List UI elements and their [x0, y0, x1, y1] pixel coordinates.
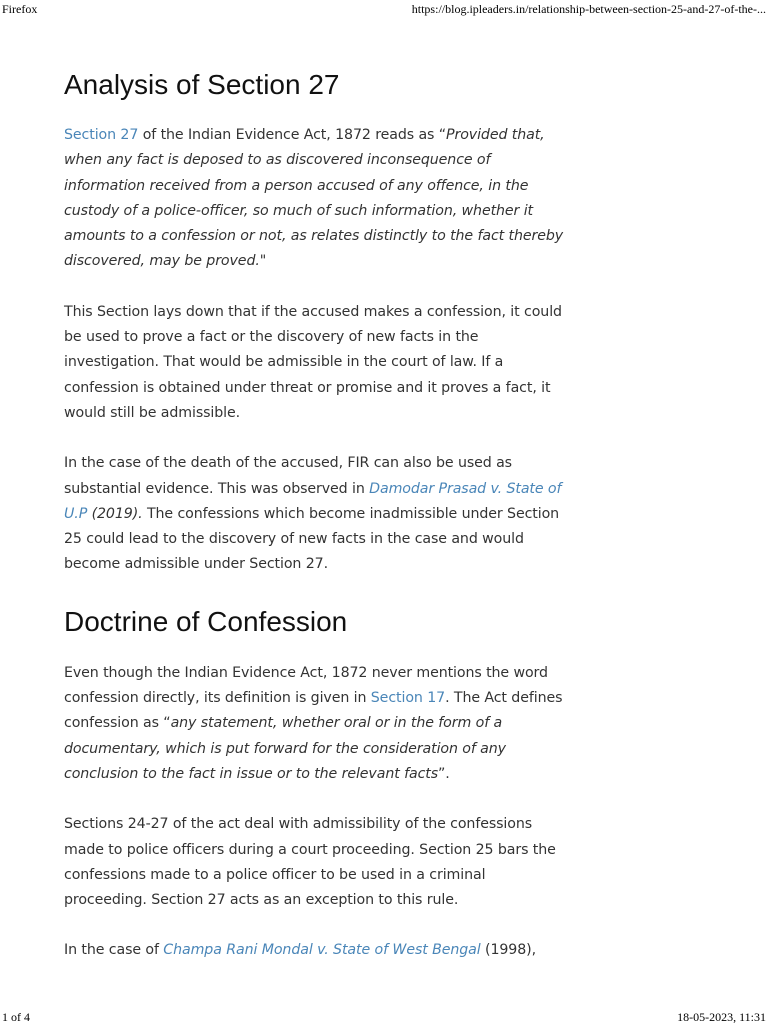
quote-confession-definition: any statement, whether oral or in the form of a documentary, which is put forward for the consideration of any conclusion to the fact in issue or to the relevant facts	[64, 715, 506, 782]
article-body	[64, 68, 564, 989]
link-champa-rani-mondal-case[interactable]: Champa Rani Mondal v. State of West Bengal	[163, 942, 481, 959]
link-section-17[interactable]: Section 17	[370, 690, 446, 707]
text-fragment: Even though the Indian Evidence Act, 1872 never mentions the word confession directly, its definition is given in	[64, 664, 548, 707]
paragraph-confession-explanation: This Section lays down that if the accused makes a confession, it could be used to prove a fact or the discovery of new facts in the investigation. That would be admissible in the court of law. If a confession is obtained under threat or promise and it proves a fact, it would still be admissible.	[64, 303, 562, 421]
text-fragment: The confessions which become inadmissible under Section 25 could lead to the discovery of new facts in the case and would become admissible under Section 27.	[64, 505, 560, 573]
heading-doctrine-of-confession: Doctrine of Confession	[64, 605, 348, 637]
case-year: (2019).	[87, 505, 143, 522]
paragraph-fir-evidence	[64, 451, 564, 577]
paragraph-section-27-text	[64, 123, 564, 275]
text-fragment: . The Act defines confession as “	[64, 690, 563, 732]
text-fragment: of the Indian Evidence Act, 1872 reads as “	[138, 127, 447, 143]
print-footer	[0, 1008, 768, 1024]
browser-name: Firefox	[2, 2, 38, 16]
text-fragment: (1998),	[480, 942, 537, 959]
page-counter: 1 of 4	[2, 1010, 30, 1024]
link-section-27[interactable]: Section 27	[64, 127, 139, 143]
text-fragment: In the case of the death of the accused, FIR can also be used as substantial evidence. This was observed in	[64, 455, 512, 497]
quote-section-27: Provided that, when any fact is deposed to as discovered inconsequence of information received from a person accused of any offence, in the custody of a police-officer, so much of such information, whether it amounts to a confession or not, as relates distinctly to the fact thereby discovered, may be proved."	[64, 127, 564, 270]
link-damodar-prasad-case[interactable]: Damodar Prasad v. State of U.P	[64, 480, 562, 522]
paragraph-sections-24-27: Sections 24-27 of the act deal with admissibility of the confessions made to police officers during a court proceeding. Section 25 bars the confessions made to a police officer to be used in a criminal proceeding. Section 27 acts as an exception to this rule.	[64, 816, 556, 909]
text-fragment: In the case of	[64, 942, 164, 959]
page-url: https://blog.ipleaders.in/relationship-between-section-25-and-27-of-the-...	[411, 2, 766, 16]
print-timestamp: 18-05-2023, 11:31	[677, 1010, 766, 1024]
paragraph-confession-definition	[64, 661, 564, 787]
paragraph-champa-rani-case	[64, 938, 564, 963]
print-header	[0, 0, 768, 16]
heading-analysis-section-27: Analysis of Section 27	[64, 69, 340, 100]
text-fragment: ”.	[438, 765, 450, 782]
